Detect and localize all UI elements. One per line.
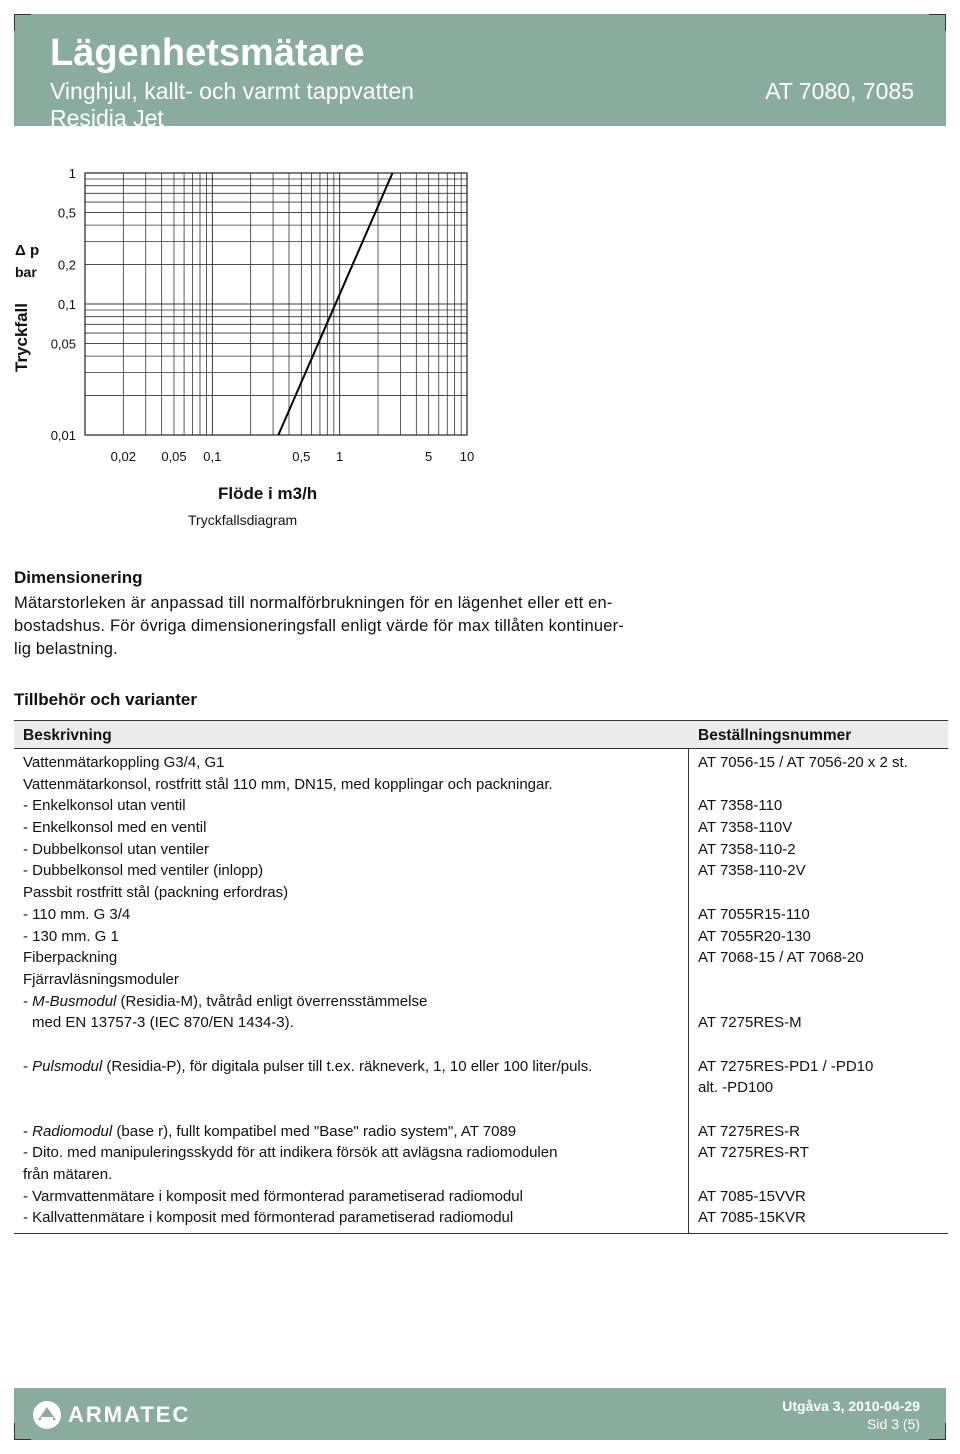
page-title: Lägenhetsmätare [50,32,365,74]
page-header [14,14,946,131]
dimensioning-text [14,592,679,661]
table-row [14,904,948,926]
row-text: (base r), fullt kompatibel med "Base" radio system", AT 7089 [112,1122,517,1140]
row-description [23,1164,112,1186]
row-order-number: AT 7358-110 [698,797,783,815]
row-description [23,795,186,817]
row-text: rostfritt stål (packning erfordras) [72,884,289,902]
row-order-number: AT 7358-110V [698,819,793,837]
row-prefix: - [23,1057,33,1075]
row-order-number: alt. -PD100 [698,1079,774,1097]
row-module-name: Pulsmodul [32,1057,103,1075]
row-description [23,839,209,861]
row-description [23,904,130,926]
column-header-order-number: Beställningsnummer [698,727,852,744]
crop-mark [929,1423,946,1440]
page-number: Sid 3 (5) [867,1416,920,1432]
table-row [14,1142,948,1164]
row-item-name: Fjärravläsningsmoduler [23,970,179,988]
row-order-number: AT 7055R20-130 [698,927,811,945]
row-description [23,1121,516,1143]
armatec-logo-icon [32,1400,62,1430]
x-tick-label: 10 [459,449,475,464]
row-description [23,1056,592,1078]
x-tick-label: 0,05 [161,449,187,464]
armatec-logo [32,1400,190,1430]
table-row [14,860,948,882]
table-row [14,817,948,839]
row-text: G3/4, G1 [159,754,225,771]
row-description [23,1186,523,1208]
row-text: - Dito. med manipuleringsskydd för att indikera försök att avlägsna radiomodulen [23,1144,558,1162]
table-row [14,752,948,774]
row-description [23,926,119,948]
row-text: - 110 mm. G 3/4 [23,905,131,923]
row-order-number: AT 7275RES-PD1 / -PD10 [698,1057,874,1075]
row-text: - Varmvattenmätare i komposit med förmonterad parametiserad radiomodul [23,1187,523,1205]
row-description [32,1012,294,1034]
table-row [14,795,948,817]
edition-date: Utgåva 3, 2010-04-29 [782,1398,920,1414]
table-row [14,1034,948,1056]
crop-mark [14,1423,31,1440]
table-row [14,969,948,991]
y-axis-label: Tryckfall [12,303,31,372]
y-tick-label: 0,05 [50,336,76,352]
row-text: från mätaren. [23,1166,113,1184]
row-text: (Residia-P), för digitala pulser till t.ex. räkneverk, 1, 10 eller 100 liter/puls. [102,1057,593,1075]
table-row [14,1186,948,1208]
x-tick-label: 5 [425,449,433,464]
row-text: - Enkelkonsol utan ventil [23,797,186,815]
page-footer [14,1388,946,1440]
row-text: (Residia-M), tvåtråd enligt överrensstämmelse [116,992,428,1010]
row-order-number: AT 7085-15VVR [698,1187,806,1205]
table-row [14,1099,948,1121]
table-row [14,1121,948,1143]
pressure-drop-chart [0,160,520,480]
row-order-number: AT 7056-15 / AT 7056-20 x 2 st. [698,754,908,771]
row-text: - 130 mm. G 1 [23,927,119,945]
y-tick-label: 0,01 [50,428,76,443]
row-order-number: AT 7068-15 / AT 7068-20 [698,949,864,967]
row-description [23,882,288,904]
row-prefix: - [23,992,33,1010]
table-header [14,721,948,749]
row-item-name: Vattenmätarkoppling [23,754,160,771]
table-row [14,1077,948,1099]
y-tick-label: 0,2 [57,257,76,273]
table-row [14,1012,948,1034]
row-order-number: AT 7358-110-2V [698,862,806,880]
crop-mark [14,14,31,31]
row-item-name: Passbit [23,884,73,902]
row-text: - Kallvattenmätare i komposit med förmonterad parametiserad radiomodul [23,1209,514,1227]
row-description [23,1142,557,1164]
row-order-number: AT 7358-110-2 [698,840,796,858]
table-row [14,774,948,796]
dimensioning-heading: Dimensionering [14,568,143,587]
x-tick-label: 0,02 [110,449,136,464]
row-order-number: AT 7055R15-110 [698,905,810,923]
dimensioning-line: Mätarstorleken är anpassad till normalförbrukningen för en lägenhet eller ett en- [14,594,613,612]
row-order-number: AT 7275RES-R [698,1122,800,1140]
row-order-number: AT 7085-15KVR [698,1209,806,1227]
row-text: - Dubbelkonsol utan ventiler [23,840,209,858]
row-description [23,774,553,796]
row-item-name: Vattenmätarkonsol, [23,775,152,793]
row-order-number: AT 7275RES-M [698,1014,802,1032]
dimensioning-line: lig belastning. [14,640,118,658]
dimensioning-line: bostadshus. För övriga dimensioneringsfall enligt värde för max tillåten kontinuer- [14,617,624,635]
table-row [14,1056,948,1078]
table-row [14,991,948,1013]
page-subtitle-1: Vinghjul, kallt- och varmt tappvatten [50,78,414,104]
table-row [14,882,948,904]
table-row [14,1207,948,1229]
row-text: rostfritt stål 110 mm, DN15, med kopplingar och packningar. [151,775,553,793]
accessories-table [14,720,948,1234]
column-header-description: Beskrivning [23,727,112,744]
row-description [23,991,427,1013]
x-tick-label: 1 [336,449,344,464]
brand-name: ARMATEC [68,1402,191,1427]
y-tick-label: 0,5 [57,205,76,221]
row-item-name: Fiberpackning [23,949,118,967]
accessories-title: Tillbehör och varianter [14,690,197,709]
table-row [14,839,948,861]
row-description [23,1207,513,1229]
crop-mark [929,14,946,31]
chart-caption: Tryckfallsdiagram [188,512,298,528]
y-tick-label: 0,1 [57,297,76,312]
x-tick-label: 0,5 [292,449,311,464]
y-axis-symbol: Δ p [15,242,40,259]
row-description [23,969,179,991]
table-row [14,947,948,969]
table-row [14,1164,948,1186]
table-row [14,926,948,948]
x-tick-label: 0,1 [203,449,222,464]
table-body [14,749,948,1233]
row-module-name: Radiomodul [32,1122,113,1140]
row-prefix: - [23,1122,33,1140]
row-text: - Enkelkonsol med en ventil [23,819,207,837]
row-text: med EN 13757-3 (IEC 870/EN 1434-3). [32,1014,294,1032]
page-subtitle-2: Residia Jet [50,105,164,131]
row-text: - Dubbelkonsol med ventiler (inlopp) [23,862,264,880]
row-description [23,860,263,882]
model-number: AT 7080, 7085 [765,78,914,104]
y-axis-unit: bar [15,264,37,280]
row-module-name: M-Busmodul [32,992,117,1010]
row-order-number: AT 7275RES-RT [698,1144,809,1162]
row-description [23,947,117,969]
x-axis-label: Flöde i m3/h [218,484,318,503]
y-tick-label: 1 [68,166,76,181]
row-description [23,752,225,774]
row-description [23,817,206,839]
